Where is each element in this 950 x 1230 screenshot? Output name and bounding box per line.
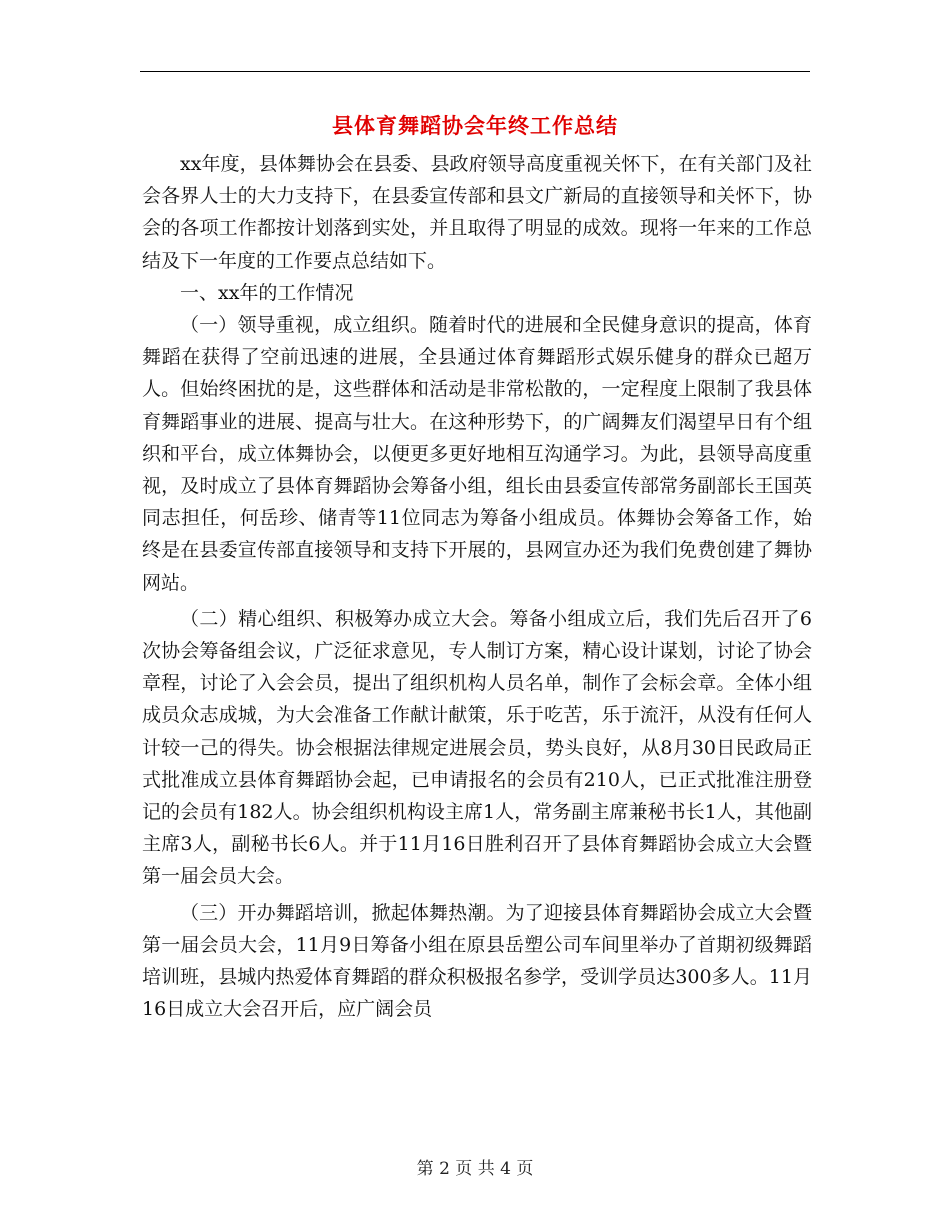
paragraph-3: （三）开办舞蹈培训，掀起体舞热潮。为了迎接县体育舞蹈协会成立大会暨第一届会员大会，11月9日筹备小组在原县岳塑公司车间里举办了首期初级舞蹈培训班，县城内热爱体育舞蹈的群众积极报名参学，受训学员达300多人。11月16日成立大会召开后，应广阔会员 <box>142 901 812 1021</box>
document-title: 县体育舞蹈协会年终工作总结 <box>332 113 618 138</box>
paragraph-1: （一）领导重视，成立组织。随着时代的进展和全民健身意识的提高，体育舞蹈在获得了空前迅速的进展，全县通过体育舞蹈形式娱乐健身的群众已超万人。但始终困扰的是，这些群体和活动是非常松散的，一定程度上限制了我县体育舞蹈事业的进展、提高与壮大。在这种形势下，的广阔舞友们渴望早日有个组织和平台，成立体舞协会，以便更多更好地相互沟通学习。为此，县领导高度重视，及时成立了县体育舞蹈协会筹备小组，组长由县委宣传部常务副部长王国英同志担任，何岳珍、储青等11位同志为筹备小组成员。体舞协会筹备工作，始终是在县委宣传部直接领导和支持下开展的，县网宣办还为我们免费创建了舞协网站。 <box>142 314 812 594</box>
document-body <box>142 148 812 1025</box>
section-heading: 一、xx年的工作情况 <box>180 281 354 304</box>
intro-paragraph: xx年度，县体舞协会在县委、县政府领导高度重视关怀下，在有关部门及社会各界人士的大力支持下，在县委宣传部和县文广新局的直接领导和关怀下，协会的各项工作都按计划落到实处，并且取得了明显的成效。现将一年来的工作总结及下一年度的工作要点总结如下。 <box>142 153 812 272</box>
paragraph-2: （二）精心组织、积极筹办成立大会。筹备小组成立后，我们先后召开了6次协会筹备组会议，广泛征求意见，专人制订方案，精心设计谋划，讨论了协会章程，讨论了入会会员，提出了组织机构人员名单，制作了会标会章。全体小组成员众志成城，为大会准备工作献计献策，乐于吃苦，乐于流汗，从没有任何人计较一己的得失。协会根据法律规定进展会员，势头良好，从8月30日民政局正式批准成立县体育舞蹈协会起，已申请报名的会员有210人，已正式批准注册登记的会员有182人。协会组织机构设主席1人，常务副主席兼秘书长1人，其他副主席3人，副秘书长6人。并于11月16日胜利召开了县体育舞蹈协会成立大会暨第一届会员大会。 <box>142 607 812 888</box>
page-number: 第 2 页 共 4 页 <box>416 1159 534 1179</box>
header-rule <box>140 71 810 72</box>
